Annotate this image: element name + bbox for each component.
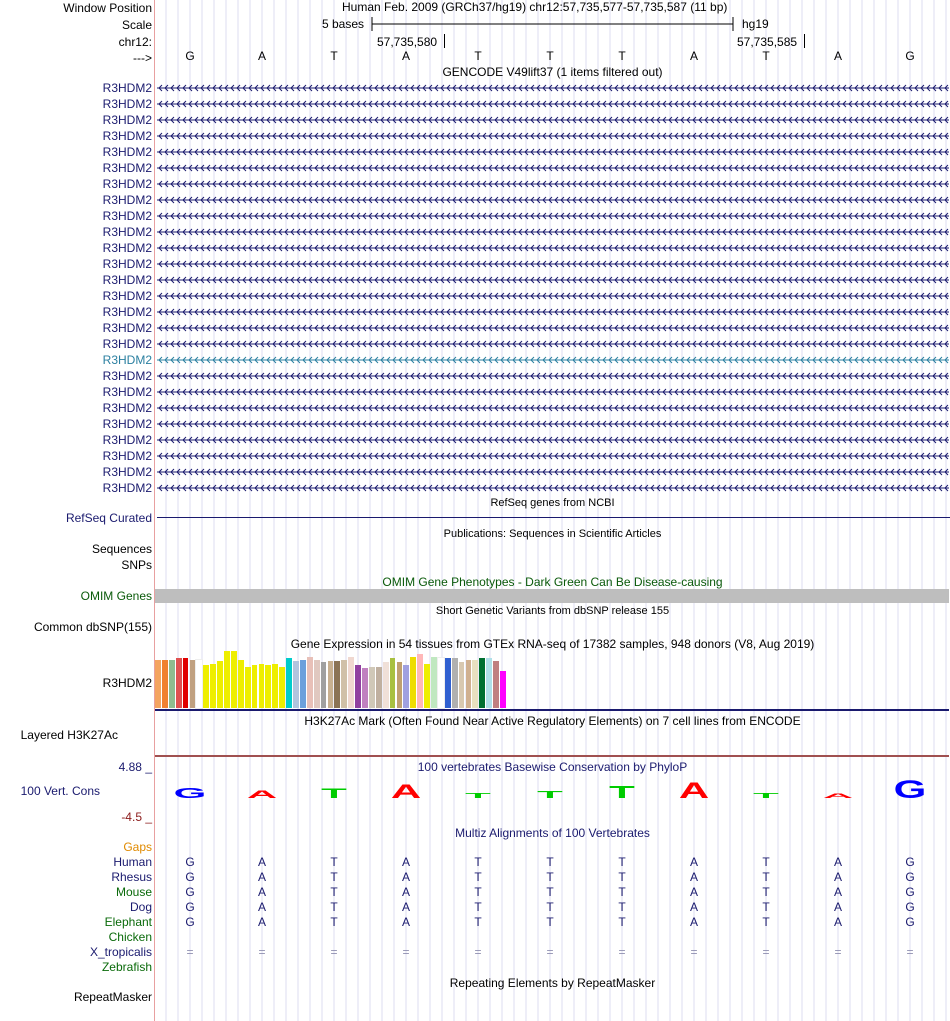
multiz-base: A [401,870,410,884]
gtex-tissue-bar[interactable] [265,665,271,708]
multiz-base: G [905,870,915,884]
gtex-tissue-bar[interactable] [272,664,278,708]
multiz-species-label[interactable]: X_tropicalis [89,945,152,959]
multiz-base: A [401,915,410,929]
base-letter: G [185,49,195,63]
base-letter: A [833,49,842,63]
gencode-gene-label[interactable]: R3HDM2 [102,145,152,159]
h3k27ac-label[interactable]: Layered H3K27Ac [20,728,118,742]
gtex-tissue-bar[interactable] [341,660,347,708]
multiz-base: = [762,945,770,959]
gtex-tissue-bar[interactable] [424,664,430,708]
gencode-gene-label[interactable]: R3HDM2 [102,401,152,415]
gtex-tissue-bar[interactable] [355,665,361,708]
gtex-tissue-bar[interactable] [183,658,189,708]
gencode-gene-label[interactable]: R3HDM2 [102,465,152,479]
publications-snps-label[interactable]: SNPs [121,558,152,572]
gencode-gene-label[interactable]: R3HDM2 [102,481,152,495]
gtex-tissue-bar[interactable] [362,668,368,708]
multiz-base: A [833,855,842,869]
multiz-base: G [185,900,195,914]
multiz-title[interactable]: Multiz Alignments of 100 Vertebrates [455,826,650,840]
gencode-gene-track-line[interactable] [157,355,949,365]
base-letter: T [330,49,338,63]
multiz-base: A [401,885,410,899]
gencode-gene-track-line[interactable] [157,387,949,397]
phylop-logo-letter: T [753,791,779,800]
gencode-gene-label[interactable]: R3HDM2 [102,97,152,111]
gtex-tissue-bar[interactable] [210,664,216,708]
gencode-gene-track-line[interactable] [157,83,949,93]
multiz-base: = [186,945,194,959]
multiz-base: T [762,915,770,929]
publications-sequences-label[interactable]: Sequences [91,542,152,556]
gencode-gene-label[interactable]: R3HDM2 [102,129,152,143]
gtex-tissue-bar[interactable] [231,651,237,708]
gtex-tissue-bar[interactable] [403,665,409,708]
window-position-label[interactable]: Window Position [63,1,152,15]
gencode-gene-track-line[interactable] [157,195,949,205]
base-letter: T [762,49,770,63]
multiz-base: G [185,915,195,929]
gtex-tissue-bar[interactable] [438,658,444,708]
phylop-logo-letter: A [246,787,278,801]
multiz-base: T [474,885,482,899]
phylop-logo-letter: T [465,791,491,800]
multiz-base: T [474,915,482,929]
dbsnp-label[interactable]: Common dbSNP(155) [33,620,152,634]
gtex-tissue-bar[interactable] [259,664,265,708]
multiz-species-label[interactable]: Chicken [108,930,152,944]
chr-label[interactable]: chr12: [118,35,152,49]
multiz-base: A [689,915,698,929]
track-labels [0,0,155,1021]
multiz-base: A [833,915,842,929]
multiz-base: T [474,870,482,884]
phylop-logo-letter: A [390,780,422,803]
base-letter: T [618,49,626,63]
gencode-gene-track-line[interactable] [157,419,949,429]
multiz-species-label[interactable]: Dog [129,900,152,914]
scale-bar [371,16,735,32]
phylop-logo-letter: T [321,785,347,802]
gencode-gene-label[interactable]: R3HDM2 [102,257,152,271]
strand-arrow-label[interactable]: ---> [133,51,152,65]
phylop-sequence-logo[interactable] [155,776,950,806]
publications-title[interactable]: Publications: Sequences in Scientific Articles [443,528,662,540]
gtex-tissue-bar[interactable] [314,660,320,708]
gtex-tissue-bar[interactable] [203,665,209,708]
base-letter: G [905,49,915,63]
gencode-gene-track-line[interactable] [157,99,949,109]
multiz-base: T [618,855,626,869]
position-tick-1: 57,735,580 [377,35,438,49]
phylop-title[interactable]: 100 vertebrates Basewise Conservation by PhyloP [417,760,688,774]
multiz-base: T [546,900,554,914]
phylop-logo-letter: A [678,778,710,804]
gencode-gene-track-line[interactable] [157,483,949,493]
gencode-gene-label[interactable]: R3HDM2 [102,273,152,287]
base-letter: A [689,49,698,63]
gencode-gene-track-line[interactable] [157,275,949,285]
gtex-tissue-bar[interactable] [293,661,299,708]
gencode-gene-label[interactable]: R3HDM2 [102,337,152,351]
gtex-tissue-bar[interactable] [452,658,458,708]
gencode-gene-label[interactable]: R3HDM2 [102,81,152,95]
gencode-gene-label[interactable]: R3HDM2 [102,241,152,255]
gtex-tissue-bar[interactable] [279,667,285,708]
gtex-tissue-bar[interactable] [486,658,492,708]
scale-bases-text: 5 bases [322,17,365,31]
scale-db-text: hg19 [742,17,769,31]
multiz-base: = [330,945,338,959]
gencode-gene-label[interactable]: R3HDM2 [102,209,152,223]
gencode-gene-track-line[interactable] [157,147,949,157]
gencode-gene-track-line[interactable] [157,291,949,301]
multiz-base: A [689,885,698,899]
multiz-base: T [546,885,554,899]
multiz-base: T [474,900,482,914]
position-tick-mark-1 [444,34,445,48]
multiz-base: = [474,945,482,959]
multiz-base: G [185,855,195,869]
omim-title[interactable]: OMIM Gene Phenotypes - Dark Green Can Be Disease-causing [382,575,723,589]
phylop-ymin: -4.5 _ [121,810,152,824]
gtex-tissue-bar[interactable] [162,660,168,708]
multiz-base: G [905,885,915,899]
multiz-base: T [762,900,770,914]
multiz-base: G [905,915,915,929]
gtex-tissue-bar[interactable] [238,660,244,708]
multiz-base: T [618,900,626,914]
repeatmasker-label[interactable]: RepeatMasker [73,990,152,1004]
phylop-label[interactable]: 100 Vert. Cons [20,784,100,798]
gencode-gene-track-line[interactable] [157,403,949,413]
multiz-base: = [906,945,914,959]
gencode-gene-label[interactable]: R3HDM2 [102,449,152,463]
gtex-tissue-bar[interactable] [397,662,403,708]
multiz-base: T [330,870,338,884]
gtex-tissue-bar[interactable] [459,662,465,708]
gencode-gene-label[interactable]: R3HDM2 [102,289,152,303]
multiz-base: A [833,885,842,899]
multiz-base: A [833,900,842,914]
multiz-base: = [834,945,842,959]
multiz-base: T [618,870,626,884]
multiz-base: = [258,945,266,959]
gtex-tissue-bar[interactable] [348,657,354,708]
multiz-base: = [402,945,410,959]
multiz-base: G [905,855,915,869]
gtex-tissue-bar[interactable] [300,660,306,708]
gtex-tissue-bar[interactable] [431,657,437,708]
phylop-logo-letter: G [893,776,927,804]
multiz-base: A [689,855,698,869]
gencode-gene-track-line[interactable] [157,131,949,141]
gencode-gene-label[interactable]: R3HDM2 [102,369,152,383]
gencode-gene-track-line[interactable] [157,259,949,269]
multiz-base: T [762,885,770,899]
omim-label[interactable]: OMIM Genes [80,589,152,603]
base-letter: T [546,49,554,63]
gtex-title[interactable]: Gene Expression in 54 tissues from GTEx RNA-seq of 17382 samples, 948 donors (V8, Aug 2019) [290,637,815,651]
gencode-gene-track-line[interactable] [157,339,949,349]
phylop-ymax: 4.88 _ [118,760,152,774]
multiz-base: T [546,915,554,929]
gtex-tissue-bar[interactable] [245,667,251,708]
gtex-tissue-bar[interactable] [328,661,334,708]
gencode-gene-label[interactable]: R3HDM2 [102,305,152,319]
gencode-gene-label[interactable]: R3HDM2 [102,177,152,191]
multiz-base: T [546,870,554,884]
omim-gene-bar[interactable] [155,589,949,603]
multiz-base: T [474,855,482,869]
phylop-logo-letter: G [173,784,207,802]
gencode-gene-track-line[interactable] [157,227,949,237]
gtex-tissue-bar[interactable] [390,658,396,708]
gtex-tissue-bar[interactable] [479,658,485,708]
gencode-gene-label[interactable]: R3HDM2 [102,321,152,335]
gtex-tissue-bar[interactable] [155,660,161,708]
gencode-gene-track-line[interactable] [157,163,949,173]
multiz-base: A [833,870,842,884]
multiz-species-label[interactable]: Zebrafish [101,960,152,974]
gencode-gene-track-line[interactable] [157,179,949,189]
gtex-tissue-bar[interactable] [383,662,389,708]
gencode-gene-label[interactable]: R3HDM2 [102,113,152,127]
multiz-base: G [905,900,915,914]
gencode-gene-track-line[interactable] [157,211,949,221]
multiz-species-label[interactable]: Rhesus [111,870,152,884]
gtex-tissue-bar[interactable] [466,660,472,708]
phylop-logo-letter: T [609,782,635,802]
multiz-base: A [689,900,698,914]
base-letter: T [474,49,482,63]
gencode-gene-track-line[interactable] [157,371,949,381]
multiz-base: T [330,915,338,929]
multiz-base: A [689,870,698,884]
multiz-base: T [330,885,338,899]
gtex-tissue-bar[interactable] [252,665,258,708]
gtex-tissue-bar[interactable] [445,658,451,708]
gtex-tissue-bar[interactable] [307,657,313,708]
multiz-base: T [330,855,338,869]
dbsnp-title[interactable]: Short Genetic Variants from dbSNP release 155 [435,605,670,617]
multiz-base: = [546,945,554,959]
h3k27ac-signal-line[interactable] [155,755,949,757]
assembly-position-text: Human Feb. 2009 (GRCh37/hg19) chr12:57,735,577-57,735,587 (11 bp) [342,0,728,14]
gtex-tissue-bar[interactable] [224,651,230,708]
multiz-base: T [546,855,554,869]
gencode-gene-track-line[interactable] [157,307,949,317]
gencode-gene-label[interactable]: R3HDM2 [102,353,152,367]
gtex-tissue-bar[interactable] [321,662,327,708]
multiz-species-label[interactable]: Elephant [104,915,152,929]
multiz-species-label[interactable]: Human [113,855,152,869]
gtex-tissue-bar[interactable] [169,660,175,708]
multiz-base: T [618,915,626,929]
multiz-base: T [330,900,338,914]
multiz-base: G [185,870,195,884]
gencode-gene-track-line[interactable] [157,115,949,125]
multiz-species-label[interactable]: Mouse [115,885,152,899]
gencode-gene-track-line[interactable] [157,451,949,461]
gtex-tissue-bar[interactable] [334,661,340,708]
gtex-tissue-bar[interactable] [410,657,416,708]
position-tick-mark-2 [804,34,805,48]
base-letter: A [257,49,266,63]
multiz-base: A [257,870,266,884]
h3k27ac-title[interactable]: H3K27Ac Mark (Often Found Near Active Regulatory Elements) on 7 cell lines from ENCODE [304,714,801,728]
multiz-base: G [185,885,195,899]
gencode-gene-track-line[interactable] [157,323,949,333]
gtex-bar-chart[interactable] [155,651,555,708]
phylop-logo-letter: T [537,789,563,801]
gtex-tissue-bar[interactable] [286,658,292,708]
multiz-base: A [257,900,266,914]
gtex-tissue-bar[interactable] [493,661,499,708]
gtex-tissue-bar[interactable] [500,671,506,708]
gtex-tissue-bar[interactable] [176,658,182,708]
gtex-tissue-bar[interactable] [196,660,202,708]
refseq-title[interactable]: RefSeq genes from NCBI [490,497,615,509]
gtex-tissue-bar[interactable] [417,654,423,708]
refseq-gene-line[interactable] [157,517,950,518]
multiz-base: = [690,945,698,959]
repeatmasker-title[interactable]: Repeating Elements by RepeatMasker [449,976,656,990]
gencode-gene-label[interactable]: R3HDM2 [102,433,152,447]
gencode-gene-track-line[interactable] [157,435,949,445]
gencode-gene-label[interactable]: R3HDM2 [102,193,152,207]
gtex-baseline [155,709,949,711]
track-area[interactable] [155,0,950,1021]
gencode-title[interactable]: GENCODE V49lift37 (1 items filtered out) [442,65,663,79]
multiz-base: A [401,900,410,914]
gencode-gene-label[interactable]: R3HDM2 [102,225,152,239]
gencode-gene-track-line[interactable] [157,243,949,253]
scale-label[interactable]: Scale [121,18,152,32]
phylop-logo-letter: A [822,792,854,800]
multiz-base: A [257,855,266,869]
gencode-gene-label[interactable]: R3HDM2 [102,385,152,399]
gtex-tissue-bar[interactable] [190,660,196,708]
gencode-gene-label[interactable]: R3HDM2 [102,161,152,175]
multiz-base: A [401,855,410,869]
refseq-label[interactable]: RefSeq Curated [65,511,152,525]
gtex-tissue-bar[interactable] [369,667,375,708]
gencode-gene-track-line[interactable] [157,467,949,477]
multiz-base: = [618,945,626,959]
multiz-base: T [762,855,770,869]
multiz-base: A [257,885,266,899]
gtex-tissue-bar[interactable] [217,661,223,708]
base-letter: A [401,49,410,63]
multiz-base: A [257,915,266,929]
gtex-tissue-bar[interactable] [376,667,382,708]
gencode-gene-label[interactable]: R3HDM2 [102,417,152,431]
multiz-base: T [762,870,770,884]
multiz-gaps-label[interactable]: Gaps [123,840,152,854]
gtex-tissue-bar[interactable] [472,660,478,708]
multiz-base: T [618,885,626,899]
gtex-label[interactable]: R3HDM2 [102,676,152,690]
position-tick-2: 57,735,585 [737,35,798,49]
